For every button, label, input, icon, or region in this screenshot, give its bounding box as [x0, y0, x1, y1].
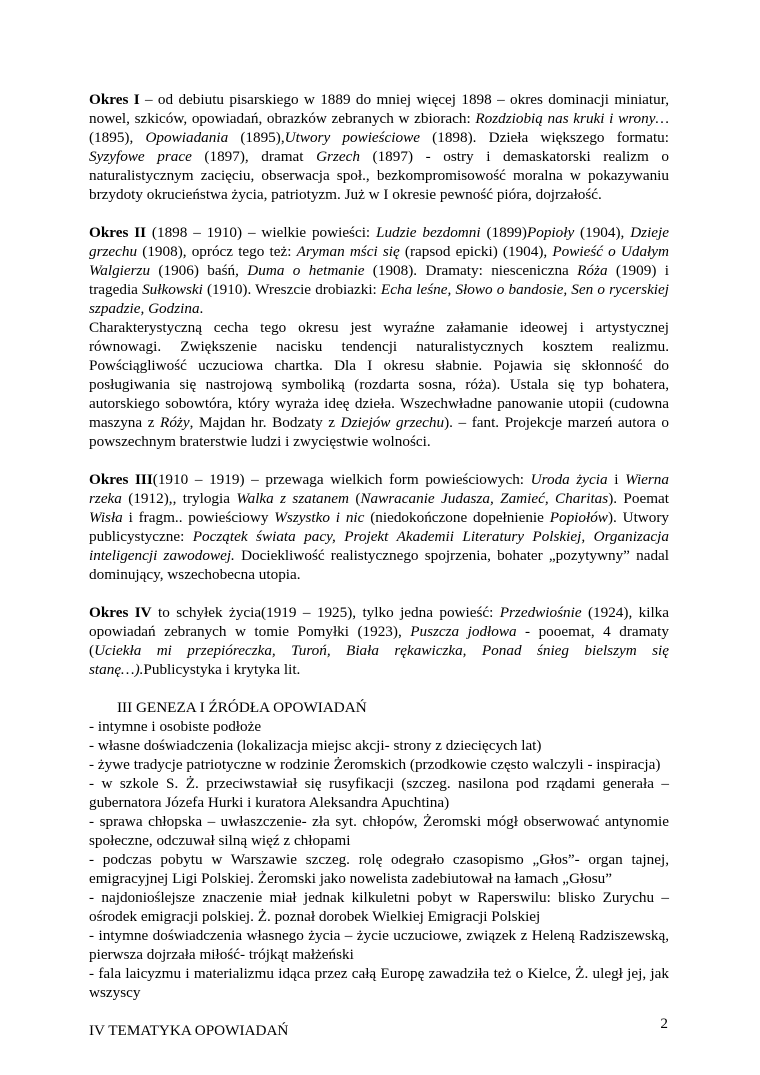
- page-number: 2: [660, 1015, 668, 1032]
- okres-1-label: Okres I: [89, 91, 140, 108]
- okres-4-label: Okres IV: [89, 604, 152, 621]
- list-item: - fala laicyzmu i materializmu idąca przez całą Europę zawadziła też o Kielce, Ż. uległ jej, jak wszyscy: [89, 965, 669, 1001]
- paragraph-okres-2-characteristics: Charakterystyczną cecha tego okresu jest wyraźne załamanie ideowej i artystycznej równowagi. Zwiększenie nacisku tendencji naturalistycznych kosztem realizmu. Powściągliwość uczuciowa chartka. Dla I okresu słabnie. Pojawia się skłonność do posługiwania się nastrojową symboliką (rozdarta sosna, róża). Ustala się typ bohatera, autorskiego sobowtóra, który wyraża ideę dzieła. Wszechwładne panowanie utopii (cudowna maszyna z Róży, Majdan hr. Bodzaty z Dziejów grzechu). – fant. Projekcje marzeń autora o powszechnym braterstwie ludzi i zwycięstwie wolności.: [89, 319, 670, 450]
- paragraph-okres-4: Okres IV to schyłek życia(1919 – 1925), tylko jedna powieść: Przedwiośnie (1924), kilka opowiadań zebranych w tomie Pomyłki (1923), Puszcza jodłowa - pooemat, 4 dramaty (Uciekła mi przepióreczka, Turoń, Biała rękawiczka, Ponad śnieg bielszym się stanę…).Publicystyka i krytyka lit.: [89, 604, 670, 678]
- list-item: - sprawa chłopska – uwłaszczenie- zła syt. chłopów, Żeromski mógł obserwować antynomie społeczne, odczuwał silną więź z chłopami: [89, 813, 669, 849]
- list-item: - intymne i osobiste podłoże: [89, 718, 262, 735]
- section-4-heading: IV TEMATYKA OPOWIADAŃ: [89, 1022, 289, 1039]
- section-3-list: [89, 717, 669, 1002]
- paragraph-okres-2: Okres II (1898 – 1910) – wielkie powieści: Ludzie bezdomni (1899)Popioły (1904), Dzieje grzechu (1908), oprócz tego też: Aryman mści się (rapsod epicki) (1904), Powieść o Udałym Walgierzu (1906) baśń, Duma o hetmanie (1908). Dramaty: niesceniczna Róża (1909) i tragedia Sułkowski (1910). Wreszcie drobiazki: Echa leśne, Słowo o bandosie, Sen o rycerskiej szpadzie, Godzina.: [89, 224, 670, 317]
- paragraph-okres-3: Okres III(1910 – 1919) – przewaga wielkich form powieściowych: Uroda życia i Wierna rzeka (1912),, trylogia Walka z szatanem (Nawracanie Judasza, Zamieć, Charitas). Poemat Wisła i fragm.. powieściowy Wszystko i nic (niedokończone dopełnienie Popiołów). Utwory publicystyczne: Początek świata pacy, Projekt Akademii Literatury Polskiej, Organizacja inteligencji zawodowej. Dociekliwość realistycznego spojrzenia, bohater „pozytywny” nadal dominujący, wszechobecna utopia.: [89, 471, 670, 583]
- paragraph-okres-1: Okres I – od debiutu pisarskiego w 1889 do mniej więcej 1898 – okres dominacji miniatur, nowel, szkiców, opowiadań, obrazków zebranych w zbiorach: Rozdziobią nas kruki i wrony… (1895), Opowiadania (1895),Utwory powieściowe (1898). Dzieła większego formatu: Syzyfowe prace (1897), dramat Grzech (1897) - ostry i demaskatorski realizm o naturalistycznym zacięciu, obserwacja społ., bezkompromisowość moralna w pokazywaniu brzydoty okrucieństwa życia, patriotyzm. Już w I okresie pewność pióra, dojrzałość.: [89, 91, 670, 203]
- list-item: - żywe tradycje patriotyczne w rodzinie Żeromskich (przodkowie często walczyli - inspiracja): [89, 756, 661, 773]
- list-item: - podczas pobytu w Warszawie szczeg. rolę odegrało czasopismo „Głos”- organ tajnej, emigracyjnej Ligi Polskiej. Żeromski jako nowelista zadebiutował na łamach „Głosu”: [89, 851, 669, 887]
- list-item: - najdonioślejsze znaczenie miał jednak kilkuletni pobyt w Raperswilu: blisko Zurychu – ośrodek emigracji polskiej. Ż. poznał dorobek Wielkiej Emigracji Polskiej: [89, 889, 669, 925]
- okres-2-label: Okres II: [89, 224, 147, 241]
- list-item: - własne doświadczenia (lokalizacja miejsc akcji- strony z dziecięcych lat): [89, 737, 542, 754]
- okres-3-label: Okres III: [89, 471, 153, 488]
- document-page: [89, 90, 669, 1040]
- section-3-heading: III GENEZA I ŹRÓDŁA OPOWIADAŃ: [117, 699, 367, 716]
- list-item: - w szkole S. Ż. przeciwstawiał się rusyfikacji (szczeg. nasilona pod rządami generała – gubernatora Józefa Hurki i kuratora Aleksandra Apuchtina): [89, 775, 669, 811]
- list-item: - intymne doświadczenia własnego życia – życie uczuciowe, związek z Heleną Radziszewską, pierwsza dojrzała miłość- trójkąt małżeński: [89, 927, 669, 963]
